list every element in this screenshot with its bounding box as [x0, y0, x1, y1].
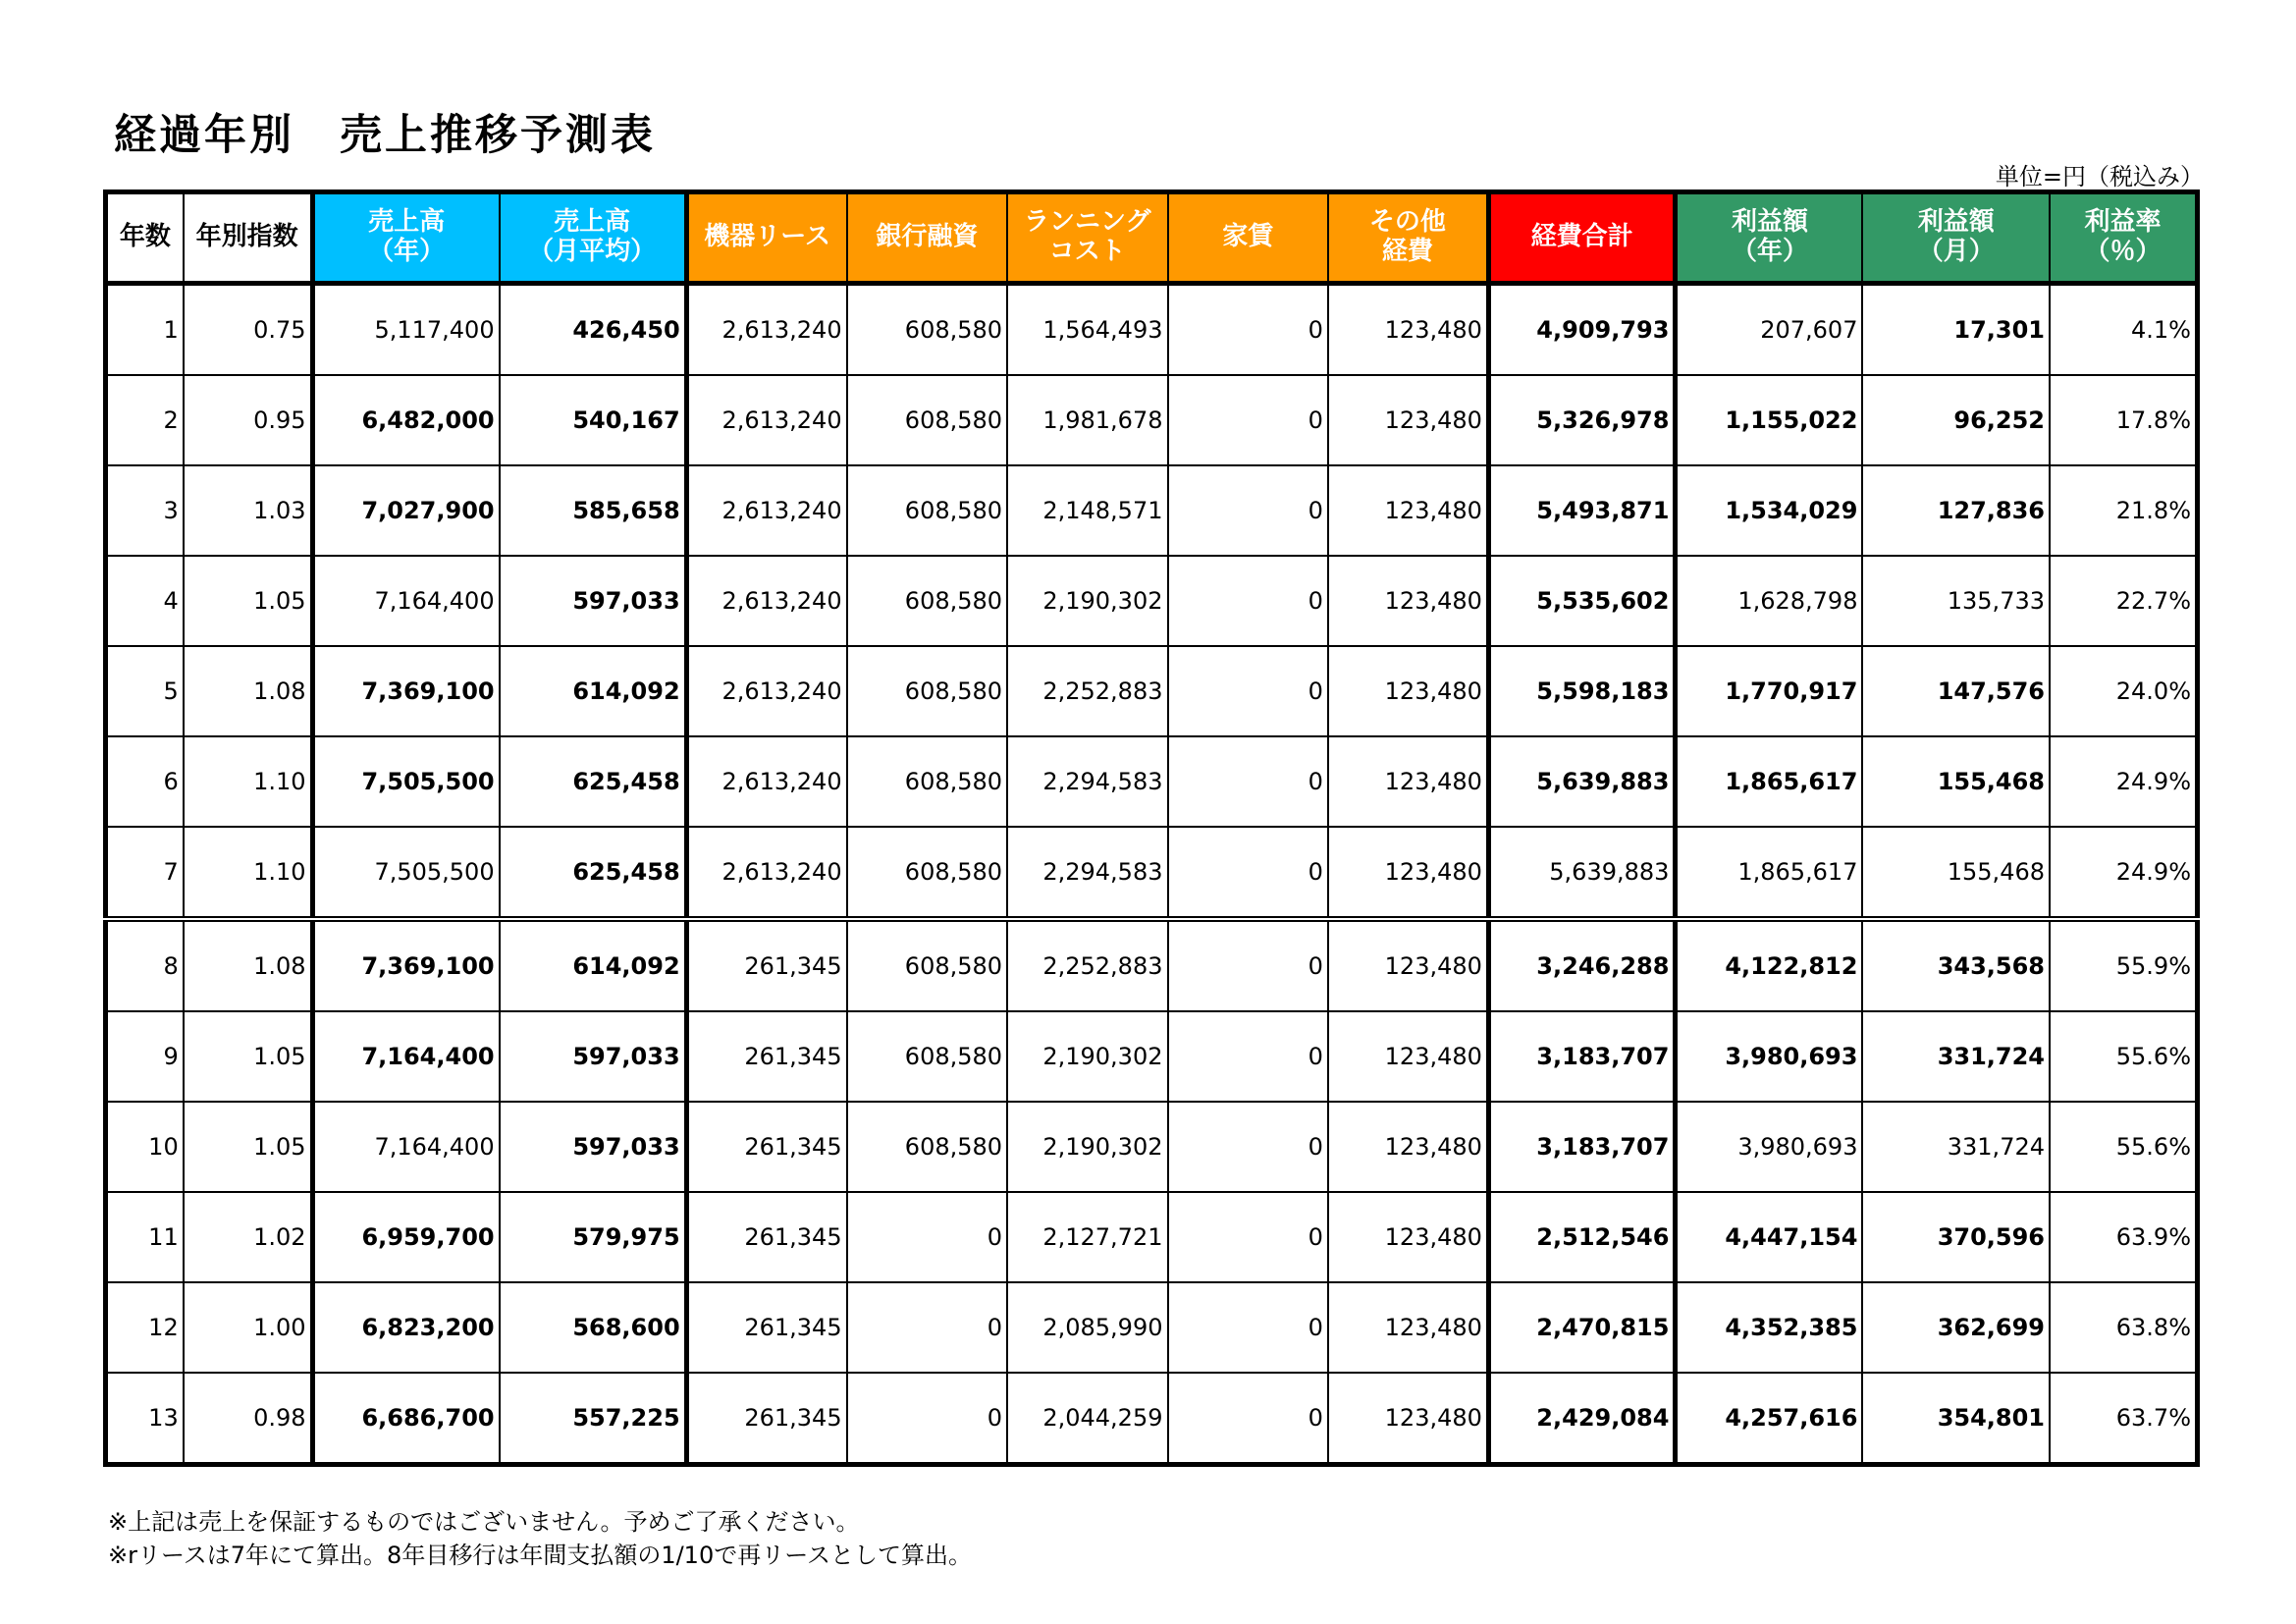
column-header: 利益額 （年） — [1676, 192, 1863, 284]
column-header: 機器リース — [686, 192, 846, 284]
table-cell: 10 — [106, 1102, 184, 1192]
table-cell: 5,326,978 — [1488, 375, 1676, 465]
table-cell: 7,505,500 — [312, 736, 500, 827]
footnote-2: ※rリースは7年にて算出。8年目移行は年間支払額の1/10で再リースとして算出。 — [108, 1542, 973, 1569]
table-row — [106, 919, 2198, 1011]
table-row — [106, 1282, 2198, 1373]
table-cell: 4,122,812 — [1676, 919, 1863, 1011]
table-cell: 0.75 — [184, 284, 312, 376]
table-cell: 2,512,546 — [1488, 1192, 1676, 1282]
table-cell: 0 — [847, 1192, 1007, 1282]
table-cell: 2,613,240 — [686, 375, 846, 465]
table-cell: 0 — [847, 1282, 1007, 1373]
table-cell: 13 — [106, 1373, 184, 1465]
table-cell: 11 — [106, 1192, 184, 1282]
table-cell: 1.08 — [184, 919, 312, 1011]
footnotes — [108, 1505, 972, 1572]
table-cell: 123,480 — [1328, 284, 1488, 376]
table-cell: 1.00 — [184, 1282, 312, 1373]
table-cell: 123,480 — [1328, 1102, 1488, 1192]
table-cell: 557,225 — [500, 1373, 687, 1465]
table-cell: 155,468 — [1862, 736, 2050, 827]
table-cell: 331,724 — [1862, 1011, 2050, 1102]
table-cell: 6 — [106, 736, 184, 827]
column-header: 家賃 — [1168, 192, 1328, 284]
table-cell: 2,252,883 — [1007, 646, 1167, 736]
table-cell: 261,345 — [686, 1192, 846, 1282]
table-cell: 6,959,700 — [312, 1192, 500, 1282]
table-cell: 426,450 — [500, 284, 687, 376]
table-cell: 7,369,100 — [312, 919, 500, 1011]
table-cell: 362,699 — [1862, 1282, 2050, 1373]
table-cell: 0 — [1168, 1282, 1328, 1373]
column-header: 年数 — [106, 192, 184, 284]
table-cell: 6,686,700 — [312, 1373, 500, 1465]
table-cell: 12 — [106, 1282, 184, 1373]
table-cell: 568,600 — [500, 1282, 687, 1373]
table-cell: 96,252 — [1862, 375, 2050, 465]
table-cell: 4,352,385 — [1676, 1282, 1863, 1373]
table-cell: 2,613,240 — [686, 284, 846, 376]
column-header: その他 経費 — [1328, 192, 1488, 284]
table-cell: 597,033 — [500, 1102, 687, 1192]
table-row — [106, 284, 2198, 376]
table-cell: 7,505,500 — [312, 827, 500, 919]
column-header: 年別指数 — [184, 192, 312, 284]
table-cell: 4 — [106, 556, 184, 646]
table-cell: 24.9% — [2050, 736, 2198, 827]
table-cell: 2,613,240 — [686, 646, 846, 736]
table-cell: 1.05 — [184, 1102, 312, 1192]
column-header: ランニング コスト — [1007, 192, 1167, 284]
table-row — [106, 646, 2198, 736]
table-cell: 9 — [106, 1011, 184, 1102]
table-cell: 1.10 — [184, 736, 312, 827]
table-cell: 0 — [1168, 556, 1328, 646]
table-cell: 155,468 — [1862, 827, 2050, 919]
table-cell: 5,117,400 — [312, 284, 500, 376]
table-cell: 331,724 — [1862, 1102, 2050, 1192]
table-cell: 207,607 — [1676, 284, 1863, 376]
table-cell: 608,580 — [847, 736, 1007, 827]
table-cell: 4,447,154 — [1676, 1192, 1863, 1282]
table-cell: 540,167 — [500, 375, 687, 465]
table-cell: 0 — [1168, 1011, 1328, 1102]
table-row — [106, 1192, 2198, 1282]
table-cell: 2,190,302 — [1007, 1011, 1167, 1102]
unit-note: 単位=円（税込み） — [1995, 163, 2204, 190]
table-cell: 608,580 — [847, 1102, 1007, 1192]
table-cell: 55.9% — [2050, 919, 2198, 1011]
table-cell: 4.1% — [2050, 284, 2198, 376]
sales-forecast-table — [103, 189, 2200, 1467]
table-cell: 343,568 — [1862, 919, 2050, 1011]
table-cell: 63.8% — [2050, 1282, 2198, 1373]
table-cell: 147,576 — [1862, 646, 2050, 736]
table-cell: 2,252,883 — [1007, 919, 1167, 1011]
table-cell: 2,127,721 — [1007, 1192, 1167, 1282]
table-row — [106, 556, 2198, 646]
table-cell: 7,027,900 — [312, 465, 500, 556]
column-header: 利益率 （％） — [2050, 192, 2198, 284]
table-cell: 2,470,815 — [1488, 1282, 1676, 1373]
table-cell: 1,564,493 — [1007, 284, 1167, 376]
table-cell: 1.10 — [184, 827, 312, 919]
table-cell: 597,033 — [500, 1011, 687, 1102]
table-cell: 1.08 — [184, 646, 312, 736]
table-cell: 370,596 — [1862, 1192, 2050, 1282]
table-row — [106, 1011, 2198, 1102]
table-row — [106, 465, 2198, 556]
table-cell: 3 — [106, 465, 184, 556]
table-cell: 608,580 — [847, 556, 1007, 646]
table-cell: 5,535,602 — [1488, 556, 1676, 646]
table-cell: 0 — [1168, 646, 1328, 736]
table-cell: 0 — [1168, 736, 1328, 827]
table-cell: 261,345 — [686, 1102, 846, 1192]
column-header: 銀行融資 — [847, 192, 1007, 284]
table-cell: 123,480 — [1328, 736, 1488, 827]
table-cell: 7 — [106, 827, 184, 919]
table-cell: 5,598,183 — [1488, 646, 1676, 736]
table-row — [106, 1373, 2198, 1465]
table-cell: 7,164,400 — [312, 1011, 500, 1102]
table-cell: 1,770,917 — [1676, 646, 1863, 736]
table-cell: 0 — [1168, 375, 1328, 465]
table-row — [106, 736, 2198, 827]
table-cell: 261,345 — [686, 1373, 846, 1465]
table-cell: 5,639,883 — [1488, 736, 1676, 827]
table-cell: 0 — [1168, 465, 1328, 556]
table-cell: 6,823,200 — [312, 1282, 500, 1373]
table-cell: 2,294,583 — [1007, 827, 1167, 919]
table-cell: 17,301 — [1862, 284, 2050, 376]
table-cell: 8 — [106, 919, 184, 1011]
column-header: 売上高 （月平均） — [500, 192, 687, 284]
table-cell: 1,865,617 — [1676, 736, 1863, 827]
table-cell: 135,733 — [1862, 556, 2050, 646]
table-cell: 608,580 — [847, 375, 1007, 465]
table-cell: 261,345 — [686, 919, 846, 1011]
table-cell: 608,580 — [847, 1011, 1007, 1102]
table-cell: 123,480 — [1328, 646, 1488, 736]
table-cell: 1.05 — [184, 1011, 312, 1102]
table-cell: 0 — [1168, 284, 1328, 376]
table-cell: 2,613,240 — [686, 465, 846, 556]
table-cell: 1,155,022 — [1676, 375, 1863, 465]
table-cell: 579,975 — [500, 1192, 687, 1282]
table-cell: 608,580 — [847, 919, 1007, 1011]
table-cell: 3,980,693 — [1676, 1011, 1863, 1102]
table-row — [106, 827, 2198, 919]
page-title: 経過年別 売上推移予測表 — [114, 111, 656, 160]
table-cell: 3,246,288 — [1488, 919, 1676, 1011]
table-cell: 63.9% — [2050, 1192, 2198, 1282]
table-cell: 0 — [1168, 1373, 1328, 1465]
table-cell: 22.7% — [2050, 556, 2198, 646]
table-cell: 123,480 — [1328, 1011, 1488, 1102]
table-cell: 608,580 — [847, 646, 1007, 736]
table-cell: 608,580 — [847, 284, 1007, 376]
table-cell: 0 — [847, 1373, 1007, 1465]
table-cell: 1.02 — [184, 1192, 312, 1282]
table-header-row — [106, 192, 2198, 284]
table-cell: 7,164,400 — [312, 1102, 500, 1192]
table-cell: 2,429,084 — [1488, 1373, 1676, 1465]
table-cell: 625,458 — [500, 827, 687, 919]
table-cell: 7,164,400 — [312, 556, 500, 646]
table-cell: 123,480 — [1328, 827, 1488, 919]
table-cell: 2,613,240 — [686, 556, 846, 646]
table-cell: 5 — [106, 646, 184, 736]
table-cell: 123,480 — [1328, 1373, 1488, 1465]
table-cell: 614,092 — [500, 646, 687, 736]
table-cell: 2,148,571 — [1007, 465, 1167, 556]
table-cell: 625,458 — [500, 736, 687, 827]
table-cell: 123,480 — [1328, 556, 1488, 646]
table-cell: 123,480 — [1328, 919, 1488, 1011]
table-cell: 4,257,616 — [1676, 1373, 1863, 1465]
table-cell: 127,836 — [1862, 465, 2050, 556]
table-cell: 55.6% — [2050, 1102, 2198, 1192]
table-cell: 21.8% — [2050, 465, 2198, 556]
table-cell: 0.95 — [184, 375, 312, 465]
table-cell: 55.6% — [2050, 1011, 2198, 1102]
table-cell: 63.7% — [2050, 1373, 2198, 1465]
table-cell: 608,580 — [847, 465, 1007, 556]
table-cell: 0 — [1168, 827, 1328, 919]
table-cell: 585,658 — [500, 465, 687, 556]
table-cell: 3,980,693 — [1676, 1102, 1863, 1192]
footnote-1: ※上記は売上を保証するものではございません。予めご了承ください。 — [108, 1508, 860, 1536]
table-cell: 614,092 — [500, 919, 687, 1011]
table-cell: 1,865,617 — [1676, 827, 1863, 919]
table-cell: 5,639,883 — [1488, 827, 1676, 919]
table-cell: 123,480 — [1328, 1192, 1488, 1282]
table-cell: 4,909,793 — [1488, 284, 1676, 376]
column-header: 売上高 （年） — [312, 192, 500, 284]
table-cell: 24.9% — [2050, 827, 2198, 919]
table-cell: 1,628,798 — [1676, 556, 1863, 646]
table-cell: 261,345 — [686, 1282, 846, 1373]
table-cell: 123,480 — [1328, 375, 1488, 465]
table-cell: 2,190,302 — [1007, 1102, 1167, 1192]
table-cell: 2,294,583 — [1007, 736, 1167, 827]
table-cell: 1,534,029 — [1676, 465, 1863, 556]
table-cell: 0 — [1168, 1192, 1328, 1282]
table-cell: 3,183,707 — [1488, 1102, 1676, 1192]
table-cell: 597,033 — [500, 556, 687, 646]
table-cell: 7,369,100 — [312, 646, 500, 736]
column-header: 経費合計 — [1488, 192, 1676, 284]
table-cell: 2,613,240 — [686, 827, 846, 919]
table-cell: 0 — [1168, 1102, 1328, 1192]
table-cell: 123,480 — [1328, 1282, 1488, 1373]
table-cell: 123,480 — [1328, 465, 1488, 556]
table-cell: 354,801 — [1862, 1373, 2050, 1465]
table-cell: 6,482,000 — [312, 375, 500, 465]
table-cell: 17.8% — [2050, 375, 2198, 465]
table-cell: 2,613,240 — [686, 736, 846, 827]
table-cell: 261,345 — [686, 1011, 846, 1102]
table-body — [106, 284, 2198, 1465]
table-cell: 24.0% — [2050, 646, 2198, 736]
table-cell: 608,580 — [847, 827, 1007, 919]
table-cell: 0.98 — [184, 1373, 312, 1465]
table-cell: 2,085,990 — [1007, 1282, 1167, 1373]
table-cell: 1.05 — [184, 556, 312, 646]
table-row — [106, 375, 2198, 465]
table-cell: 2,190,302 — [1007, 556, 1167, 646]
table-cell: 2,044,259 — [1007, 1373, 1167, 1465]
column-header: 利益額 （月） — [1862, 192, 2050, 284]
table-cell: 1.03 — [184, 465, 312, 556]
table-cell: 0 — [1168, 919, 1328, 1011]
table-cell: 1,981,678 — [1007, 375, 1167, 465]
table-cell: 1 — [106, 284, 184, 376]
table-row — [106, 1102, 2198, 1192]
table-cell: 3,183,707 — [1488, 1011, 1676, 1102]
table-cell: 5,493,871 — [1488, 465, 1676, 556]
table-cell: 2 — [106, 375, 184, 465]
